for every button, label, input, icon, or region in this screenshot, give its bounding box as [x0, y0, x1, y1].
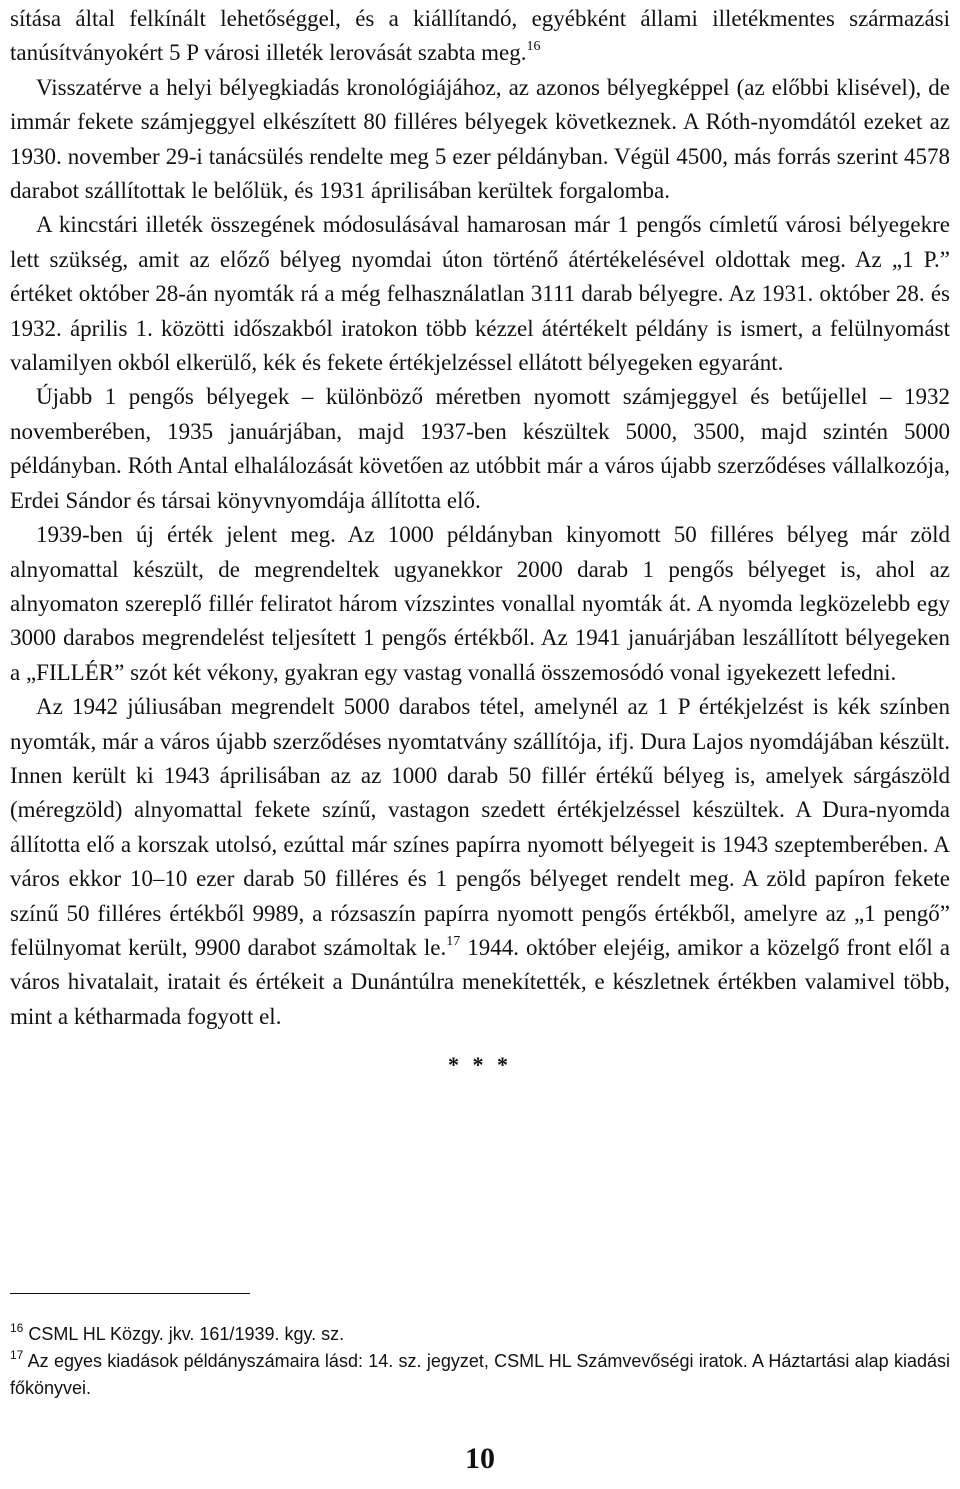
footnote-text: Az egyes kiadások példányszámaira lásd: 14. sz. jegyzet, CSML HL Számvevőségi iratok. A Háztartási alap kiadási főkönyvei.	[10, 1351, 950, 1398]
paragraph-text: Az 1942 júliusában megrendelt 5000 darabos tétel, amelynél az 1 P értékjelzést is kék színben nyomták, már a város újabb szerződéses nyomtatvány szállítója, ifj. Dura Lajos nyomdájában készült. Innen került ki 1943 áprilisában az az 1000 darab 50 fillér értékű bélyeg is, amelyek sárgászöld (méregzöld) alnyomattal fekete színű, vastagon szedett értékjelzéssel készültek. A Dura-nyomda állította elő a korszak utolsó, ezúttal már színes papírra nyomott bélyegeit is 1943 szeptemberében. A város ekkor 10–10 ezer darab 50 filléres és 1 pengős bélyeget rendelt meg. A zöld papíron fekete színű 50 filléres értékből 9989, a rózsaszín papírra nyomott pengős értékből, amelyre az „1 pengő” felülnyomat került, 9900 darabot számoltak le.	[10, 694, 950, 960]
paragraph-5	[10, 518, 950, 690]
footnotes	[10, 1321, 950, 1402]
paragraph-2	[10, 71, 950, 209]
footnote-number: 16	[10, 1321, 24, 1335]
footnote-divider	[10, 1293, 250, 1294]
paragraph-3	[10, 208, 950, 380]
paragraph-text: sítása által felkínált lehetőséggel, és a kiállítandó, egyébként állami illetékmentes származási tanúsítványokért 5 P városi illeték lerovását szabta meg.	[10, 6, 950, 66]
paragraph-4	[10, 380, 950, 518]
paragraph-1	[10, 2, 950, 71]
footnote-text: CSML HL Közgy. jkv. 161/1939. kgy. sz.	[23, 1324, 345, 1344]
page-body	[10, 2, 950, 1078]
paragraph-6	[10, 690, 950, 1034]
page-number: 10	[465, 1442, 495, 1475]
footnote-ref-16: 16	[526, 39, 541, 55]
paragraph-text: 1939-ben új érték jelent meg. Az 1000 példányban kinyomott 50 filléres bélyeg már zöld alnyomattal készült, de megrendeltek ugyanekkor 2000 darab 1 pengős bélyeget is, ahol az alnyomaton szereplő fillér feliratot három vízszintes vonallal nyomták át. A nyomda legközelebb egy 3000 darabos megrendelést teljesített 1 pengős értékből. Az 1941 januárjában leszállított bélyegeken a „FILLÉR” szót két vékony, gyakran egy vastag vonallá összemosódó vonal igyekezett lefedni.	[10, 522, 950, 685]
paragraph-text: Újabb 1 pengős bélyegek – különböző méretben nyomott számjeggyel és betűjellel – 1932 novemberében, 1935 januárjában, majd 1937-ben készültek 5000, 3500, majd szintén 5000 példányban. Róth Antal elhalálozását követően az utóbbit már a város újabb szerződéses vállalkozója, Erdei Sándor és társai könyvnyomdája állította elő.	[10, 384, 950, 513]
footnote-number: 17	[10, 1348, 24, 1362]
section-separator: * * *	[448, 1052, 512, 1078]
footnote-ref-17: 17	[446, 933, 461, 949]
footnote-16	[10, 1321, 950, 1348]
paragraph-text: Visszatérve a helyi bélyegkiadás kronológiájához, az azonos bélyegképpel (az előbbi klisével), de immár fekete számjeggyel elkészített 80 filléres bélyegek következnek. A Róth-nyomdától ezeket az 1930. november 29-i tanácsülés rendelte meg 5 ezer példányban. Végül 4500, más forrás szerint 4578 darabot szállítottak le belőlük, és 1931 áprilisában kerültek forgalomba.	[10, 74, 950, 204]
footnote-17	[10, 1348, 950, 1402]
paragraph-text: A kincstári illeték összegének módosulásával hamarosan már 1 pengős címletű városi bélyegekre lett szükség, amit az előző bélyeg nyomdai úton történő átértékelésével oldottak meg. Az „1 P.” értéket október 28-án nyomták rá a még felhasználatlan 3111 darab bélyegre. Az 1931. október 28. és 1932. április 1. közötti időszakból iratokon több kézzel átértékelt példány is ismert, a felülnyomást valamilyen okból elkerülő, kék és fekete értékjelzéssel ellátott bélyegeken egyaránt.	[10, 212, 950, 376]
paragraph-text-tail: 1944. október elejéig, amikor a közelgő front elől a város hivatalait, iratait és értékeit a Dunántúlra menekítették, e készletnek értékben valamivel több, mint a kétharmada fogyott el.	[10, 934, 950, 1029]
